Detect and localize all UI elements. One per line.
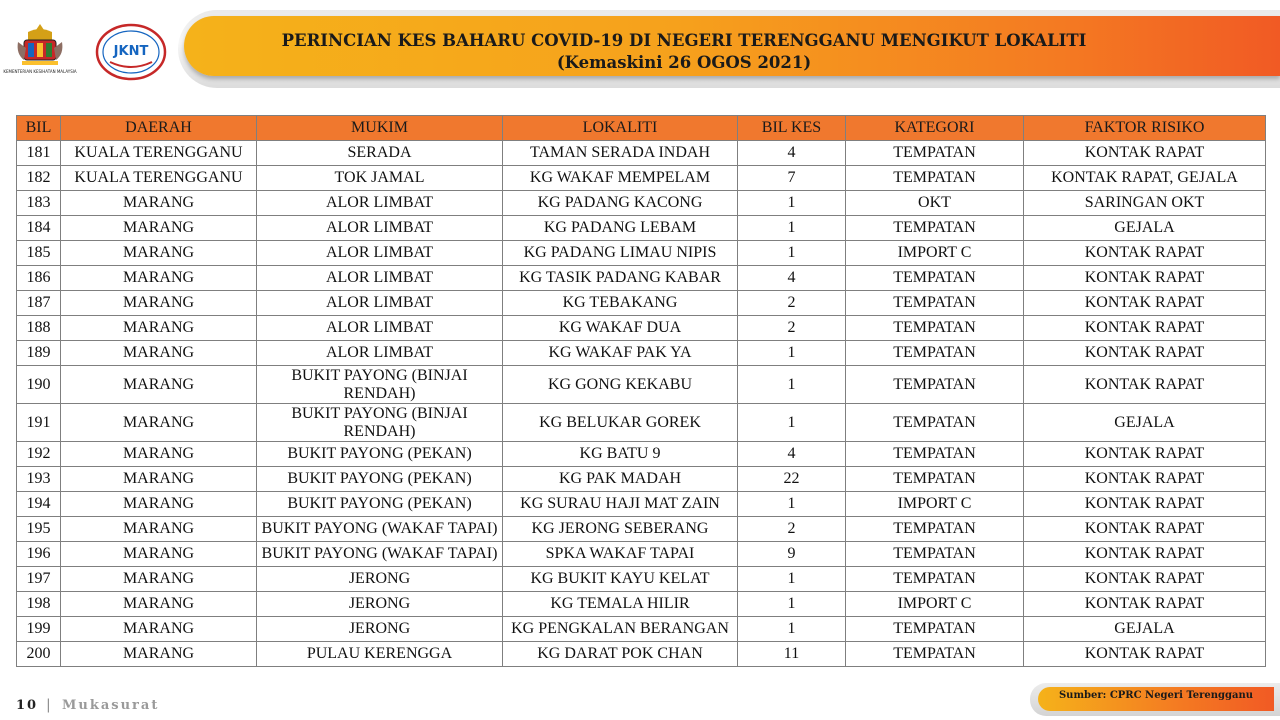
jknt-text: JKNT bbox=[113, 44, 149, 59]
table-cell: KG WAKAF MEMPELAM bbox=[503, 166, 738, 191]
table-cell: MARANG bbox=[61, 366, 257, 404]
table-cell: KG PAK MADAH bbox=[503, 467, 738, 492]
table-cell: ALOR LIMBAT bbox=[257, 216, 503, 241]
table-row bbox=[17, 166, 1266, 191]
table-row bbox=[17, 642, 1266, 667]
table-cell: KONTAK RAPAT bbox=[1024, 366, 1266, 404]
table-cell: KONTAK RAPAT bbox=[1024, 341, 1266, 366]
table-cell: MARANG bbox=[61, 241, 257, 266]
table-cell: 2 bbox=[738, 517, 846, 542]
table-cell: KG BELUKAR GOREK bbox=[503, 404, 738, 442]
column-header: BIL bbox=[17, 116, 61, 141]
table-cell: 198 bbox=[17, 592, 61, 617]
table-cell: MARANG bbox=[61, 642, 257, 667]
table-cell: ALOR LIMBAT bbox=[257, 241, 503, 266]
table-cell: 196 bbox=[17, 542, 61, 567]
table-row bbox=[17, 442, 1266, 467]
column-header: MUKIM bbox=[257, 116, 503, 141]
table-cell: TEMPATAN bbox=[846, 266, 1024, 291]
table-cell: 2 bbox=[738, 291, 846, 316]
table-cell: SERADA bbox=[257, 141, 503, 166]
table-cell: KG JERONG SEBERANG bbox=[503, 517, 738, 542]
column-header: DAERAH bbox=[61, 116, 257, 141]
table-cell: JERONG bbox=[257, 567, 503, 592]
table-row bbox=[17, 266, 1266, 291]
table-cell: JERONG bbox=[257, 617, 503, 642]
table-cell: 185 bbox=[17, 241, 61, 266]
table-cell: TOK JAMAL bbox=[257, 166, 503, 191]
jknt-emblem-icon bbox=[94, 22, 168, 82]
table-cell: 7 bbox=[738, 166, 846, 191]
title-line-1: PERINCIAN KES BAHARU COVID-19 DI NEGERI TERENGGANU MENGIKUT LOKALITI bbox=[281, 31, 1087, 50]
table-cell: KONTAK RAPAT bbox=[1024, 442, 1266, 467]
table-cell: KONTAK RAPAT bbox=[1024, 266, 1266, 291]
table-cell: SARINGAN OKT bbox=[1024, 191, 1266, 216]
table-cell: 2 bbox=[738, 316, 846, 341]
table-cell: 192 bbox=[17, 442, 61, 467]
table-cell: TEMPATAN bbox=[846, 341, 1024, 366]
table-cell: 181 bbox=[17, 141, 61, 166]
table-row bbox=[17, 291, 1266, 316]
table-body bbox=[17, 141, 1266, 667]
table-cell: 1 bbox=[738, 404, 846, 442]
table-cell: BUKIT PAYONG (PEKAN) bbox=[257, 467, 503, 492]
table-row bbox=[17, 592, 1266, 617]
table-cell: MARANG bbox=[61, 291, 257, 316]
table-cell: KG BATU 9 bbox=[503, 442, 738, 467]
table-cell: IMPORT C bbox=[846, 492, 1024, 517]
table-cell: 191 bbox=[17, 404, 61, 442]
table-cell: MARANG bbox=[61, 191, 257, 216]
table-cell: MARANG bbox=[61, 617, 257, 642]
table-cell: KONTAK RAPAT bbox=[1024, 517, 1266, 542]
table-cell: KONTAK RAPAT bbox=[1024, 642, 1266, 667]
logo-area bbox=[3, 20, 170, 82]
table-cell: 11 bbox=[738, 642, 846, 667]
table-cell: 4 bbox=[738, 141, 846, 166]
page-number: 10 bbox=[16, 698, 39, 713]
table-cell: TEMPATAN bbox=[846, 642, 1024, 667]
table-cell: TEMPATAN bbox=[846, 442, 1024, 467]
table-cell: MARANG bbox=[61, 316, 257, 341]
table-cell: KUALA TERENGGANU bbox=[61, 166, 257, 191]
table-row bbox=[17, 141, 1266, 166]
table-row bbox=[17, 366, 1266, 404]
table-cell: KONTAK RAPAT bbox=[1024, 467, 1266, 492]
column-header: LOKALITI bbox=[503, 116, 738, 141]
table-cell: TEMPATAN bbox=[846, 542, 1024, 567]
table-row bbox=[17, 517, 1266, 542]
table-cell: MARANG bbox=[61, 266, 257, 291]
table-row bbox=[17, 492, 1266, 517]
table-cell: KG BUKIT KAYU KELAT bbox=[503, 567, 738, 592]
table-row bbox=[17, 216, 1266, 241]
table-cell: 1 bbox=[738, 191, 846, 216]
table-cell: MARANG bbox=[61, 492, 257, 517]
table-cell: KG DARAT POK CHAN bbox=[503, 642, 738, 667]
footer-separator: | bbox=[46, 697, 51, 713]
table-cell: MARANG bbox=[61, 567, 257, 592]
table-cell: MARANG bbox=[61, 542, 257, 567]
table-cell: BUKIT PAYONG (PEKAN) bbox=[257, 442, 503, 467]
column-header: KATEGORI bbox=[846, 116, 1024, 141]
table-cell: 1 bbox=[738, 216, 846, 241]
table-cell: BUKIT PAYONG (WAKAF TAPAI) bbox=[257, 517, 503, 542]
table-cell: TEMPATAN bbox=[846, 291, 1024, 316]
table-cell: MARANG bbox=[61, 592, 257, 617]
table-cell: JERONG bbox=[257, 592, 503, 617]
table-cell: KUALA TERENGGANU bbox=[61, 141, 257, 166]
title-line-2: (Kemaskini 26 OGOS 2021) bbox=[556, 53, 812, 72]
table-row bbox=[17, 617, 1266, 642]
table-cell: BUKIT PAYONG (BINJAI RENDAH) bbox=[257, 366, 503, 404]
table-cell: IMPORT C bbox=[846, 592, 1024, 617]
table-cell: 188 bbox=[17, 316, 61, 341]
table-cell: 9 bbox=[738, 542, 846, 567]
table-cell: 1 bbox=[738, 241, 846, 266]
table-cell: MARANG bbox=[61, 216, 257, 241]
table-cell: KG SURAU HAJI MAT ZAIN bbox=[503, 492, 738, 517]
table-cell: TEMPATAN bbox=[846, 404, 1024, 442]
column-header: FAKTOR RISIKO bbox=[1024, 116, 1266, 141]
table-cell: 189 bbox=[17, 341, 61, 366]
table-cell: TEMPATAN bbox=[846, 517, 1024, 542]
table-cell: 1 bbox=[738, 592, 846, 617]
jknt-logo bbox=[94, 22, 168, 82]
table-cell: 197 bbox=[17, 567, 61, 592]
table-cell: KONTAK RAPAT bbox=[1024, 542, 1266, 567]
table-cell: GEJALA bbox=[1024, 216, 1266, 241]
table-row bbox=[17, 404, 1266, 442]
table-cell: KG TEMALA HILIR bbox=[503, 592, 738, 617]
table-cell: KG PADANG LEBAM bbox=[503, 216, 738, 241]
table-cell: KONTAK RAPAT bbox=[1024, 141, 1266, 166]
table-cell: GEJALA bbox=[1024, 617, 1266, 642]
table-row bbox=[17, 341, 1266, 366]
table-cell: PULAU KERENGGA bbox=[257, 642, 503, 667]
table-cell: TEMPATAN bbox=[846, 216, 1024, 241]
table-row bbox=[17, 467, 1266, 492]
table-cell: 195 bbox=[17, 517, 61, 542]
table-cell: KG WAKAF DUA bbox=[503, 316, 738, 341]
table-cell: KONTAK RAPAT bbox=[1024, 492, 1266, 517]
table-cell: 199 bbox=[17, 617, 61, 642]
table-cell: KONTAK RAPAT bbox=[1024, 567, 1266, 592]
table-cell: TEMPATAN bbox=[846, 316, 1024, 341]
table-cell: KG PENGKALAN BERANGAN bbox=[503, 617, 738, 642]
column-header: BIL KES bbox=[738, 116, 846, 141]
table-cell: KG TEBAKANG bbox=[503, 291, 738, 316]
cases-table bbox=[16, 115, 1266, 667]
kkm-crest-icon bbox=[3, 20, 77, 82]
table-cell: KG PADANG LIMAU NIPIS bbox=[503, 241, 738, 266]
table-cell: 187 bbox=[17, 291, 61, 316]
table-cell: KG GONG KEKABU bbox=[503, 366, 738, 404]
header-row bbox=[17, 116, 1266, 141]
table-cell: GEJALA bbox=[1024, 404, 1266, 442]
table-cell: 4 bbox=[738, 266, 846, 291]
table-cell: TAMAN SERADA INDAH bbox=[503, 141, 738, 166]
table-cell: ALOR LIMBAT bbox=[257, 291, 503, 316]
table-cell: ALOR LIMBAT bbox=[257, 191, 503, 216]
table-cell: KG TASIK PADANG KABAR bbox=[503, 266, 738, 291]
table-cell: ALOR LIMBAT bbox=[257, 316, 503, 341]
table-cell: OKT bbox=[846, 191, 1024, 216]
table-cell: 186 bbox=[17, 266, 61, 291]
table-cell: 190 bbox=[17, 366, 61, 404]
table-cell: 1 bbox=[738, 492, 846, 517]
table-cell: KG PADANG KACONG bbox=[503, 191, 738, 216]
table-row bbox=[17, 542, 1266, 567]
table-cell: TEMPATAN bbox=[846, 617, 1024, 642]
table-cell: KONTAK RAPAT bbox=[1024, 316, 1266, 341]
table-cell: 184 bbox=[17, 216, 61, 241]
table-cell: MARANG bbox=[61, 517, 257, 542]
source-note: Sumber: CPRC Negeri Terengganu bbox=[1058, 690, 1254, 701]
table-cell: TEMPATAN bbox=[846, 141, 1024, 166]
table-cell: TEMPATAN bbox=[846, 366, 1024, 404]
table-cell: BUKIT PAYONG (BINJAI RENDAH) bbox=[257, 404, 503, 442]
table-cell: TEMPATAN bbox=[846, 166, 1024, 191]
table-cell: TEMPATAN bbox=[846, 567, 1024, 592]
table-cell: KG WAKAF PAK YA bbox=[503, 341, 738, 366]
kkm-logo bbox=[3, 20, 77, 82]
table-cell: ALOR LIMBAT bbox=[257, 341, 503, 366]
table-cell: BUKIT PAYONG (PEKAN) bbox=[257, 492, 503, 517]
table-cell: KONTAK RAPAT bbox=[1024, 592, 1266, 617]
page-title bbox=[184, 30, 1184, 74]
table-row bbox=[17, 567, 1266, 592]
table-row bbox=[17, 316, 1266, 341]
table-cell: MARANG bbox=[61, 341, 257, 366]
table-cell: MARANG bbox=[61, 467, 257, 492]
page-label: Mukasurat bbox=[62, 698, 160, 713]
table-cell: MARANG bbox=[61, 404, 257, 442]
table-cell: 194 bbox=[17, 492, 61, 517]
table-cell: KONTAK RAPAT bbox=[1024, 291, 1266, 316]
table-cell: 1 bbox=[738, 567, 846, 592]
table-cell: KONTAK RAPAT bbox=[1024, 241, 1266, 266]
table-cell: 1 bbox=[738, 341, 846, 366]
table-cell: 183 bbox=[17, 191, 61, 216]
table-cell: SPKA WAKAF TAPAI bbox=[503, 542, 738, 567]
table-row bbox=[17, 191, 1266, 216]
table-cell: KONTAK RAPAT, GEJALA bbox=[1024, 166, 1266, 191]
table-cell: 1 bbox=[738, 617, 846, 642]
table-cell: 22 bbox=[738, 467, 846, 492]
table-row bbox=[17, 241, 1266, 266]
table-header bbox=[17, 116, 1266, 141]
table-cell: 182 bbox=[17, 166, 61, 191]
table-cell: 1 bbox=[738, 366, 846, 404]
kkm-caption: KEMENTERIAN KESIHATAN MALAYSIA bbox=[3, 69, 77, 74]
table-cell: 200 bbox=[17, 642, 61, 667]
table-cell: BUKIT PAYONG (WAKAF TAPAI) bbox=[257, 542, 503, 567]
table-cell: ALOR LIMBAT bbox=[257, 266, 503, 291]
table-cell: 4 bbox=[738, 442, 846, 467]
table-cell: 193 bbox=[17, 467, 61, 492]
table-cell: MARANG bbox=[61, 442, 257, 467]
table-cell: TEMPATAN bbox=[846, 467, 1024, 492]
table-cell: IMPORT C bbox=[846, 241, 1024, 266]
